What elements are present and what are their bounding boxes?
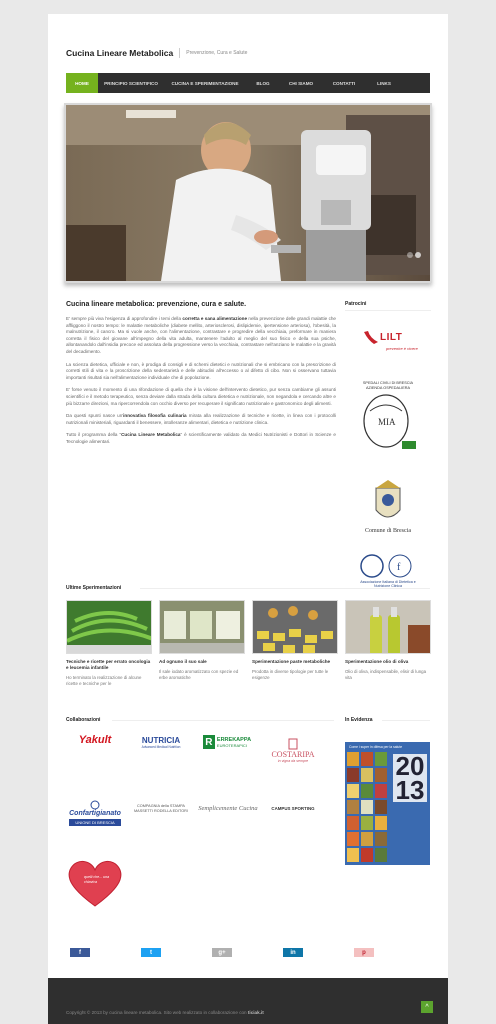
adi-logo[interactable]	[348, 548, 428, 592]
nav-contatti[interactable]: CONTATTI	[332, 80, 356, 86]
p1-text: E' sempre più viva l'esigenza di approfondire i temi della	[66, 316, 183, 321]
confart-emblem-icon	[88, 800, 102, 810]
semplice-text: Semplicemente Cucina	[198, 804, 258, 812]
experiment-title-4[interactable]: Sperimentazione olio di oliva	[345, 659, 409, 664]
confart-sub: UNIONE DI BRESCIA	[69, 819, 120, 826]
p5-bold: Cucina Lineare Metabolica	[121, 432, 181, 438]
nutricia-text: NUTRICIA	[141, 735, 181, 745]
evidenza-heading: In Evidenza	[345, 717, 373, 723]
campus-sporting-logo[interactable]	[262, 800, 324, 816]
p1-bold: corretta e sana alimentazione	[182, 316, 248, 321]
scroll-top-button[interactable]: ^	[421, 1001, 433, 1013]
sidebar-heading: Patrocini	[345, 301, 431, 311]
experiment-title-2[interactable]: Ad ognuno il suo sale	[159, 659, 207, 664]
heart-logo[interactable]	[64, 855, 126, 911]
errekappa-mark-icon: R	[203, 735, 215, 749]
costaripa-crest-icon	[287, 738, 299, 750]
google-plus-share-icon[interactable]: g+	[212, 948, 232, 957]
experiment-card-3[interactable]	[252, 600, 338, 681]
paragraph-2: La scienza dietetica, ufficiale e non, è prodiga di consigli e di schemi dietetici e nutrizionali che si embricano con la prescrizione di corretti stili di vita e la proscrizione della sedentarietà e delle abitudini all'eccesso o al difetto di cibo. Non si osservano tuttavia importanti risultati sia nell'alimentazione individuale che di popolazione.	[66, 361, 336, 380]
p4-text: Da questi spunti nasce un'	[66, 413, 124, 419]
experiment-image-3[interactable]	[252, 600, 338, 654]
compagnia-stampa-logo[interactable]	[130, 800, 192, 818]
experiment-image-4[interactable]	[345, 600, 431, 654]
comune-brescia-logo[interactable]	[348, 474, 428, 538]
svg-text:MIA: MIA	[378, 416, 396, 427]
stampa-text: COMPAGNIA della STAMPA MASSETTI RODELLA EDITORI	[134, 804, 188, 813]
pinterest-share-icon[interactable]: p	[354, 948, 374, 957]
site-title[interactable]: Cucina Lineare Metabolica	[66, 48, 174, 58]
linkedin-share-icon[interactable]: in	[283, 948, 303, 957]
paragraph-4	[66, 413, 336, 426]
campus-text: CAMPUS SPORTING	[271, 805, 315, 811]
experiment-image-1[interactable]	[66, 600, 152, 654]
nutricia-sub: Advanced Medical Nutrition	[141, 744, 181, 749]
nav-home[interactable]: HOME	[66, 73, 98, 93]
nutricia-logo[interactable]	[130, 733, 192, 751]
evidenza-year: 2013	[393, 754, 427, 802]
sidebar-patrocini	[345, 301, 431, 602]
lilt-logo[interactable]	[348, 321, 428, 359]
experiment-title-3[interactable]: Sperimentazione paste metaboliche	[252, 659, 331, 664]
svg-text:f: f	[397, 561, 401, 573]
experiment-card-4[interactable]	[345, 600, 431, 681]
errekappa-text: ERREKAPPA	[216, 736, 252, 743]
p5-text-end: " è scientificamente validato da Medici Nutrizionisti e Dottori in Scienze e Tecnologie alimentari.	[66, 432, 336, 444]
nav-principio[interactable]: PRINCIPIO SCIENTIFICO	[104, 80, 158, 86]
ospedali-text: SPEDALI CIVILI DI BRESCIA AZIENDA OSPEDALIERA	[362, 380, 414, 390]
paragraph-3: E' forse venuto il momento di una rifondazione di quella che è la visione dell'intervento dietetico, pur senza cambiarne gli assunti scientifici e il metodo terapeutico, senza deviare dalla strada della cultura dietetica e nutrizionale, non negandola e cercando altre e più bizzarre direzioni, ma ripercorrendola con occhio diverso per recuperare il significato nutrizionale e gastronomico degli alimenti.	[66, 387, 336, 406]
adi-text: Associazione Italiana di Dietetica e Nutrizione Clinica	[360, 579, 416, 588]
heart-text: quelli che... una chiavica	[84, 875, 110, 884]
nav-chi-siamo[interactable]: CHI SIAMO	[288, 80, 314, 86]
experiment-desc-2: Il sale iodato aromatizzato con spezie ed erbe aromatiche	[159, 669, 239, 680]
brescia-crest-icon	[370, 478, 406, 528]
evidenza-book-cover[interactable]	[345, 742, 430, 865]
header-separator	[179, 48, 180, 58]
main-nav	[66, 73, 430, 93]
p5-text: Tutto il programma della "	[66, 432, 122, 438]
twitter-share-icon[interactable]: t	[141, 948, 161, 957]
experiment-title-1[interactable]: Tecniche e ricette per errato oncologia e leucemia infantile	[66, 659, 151, 670]
footer-text: Copyright © 2013 by cucina lineare metabolica. Sito web realizzato in collaborazione con	[66, 1010, 248, 1015]
costaripa-text: COSTARIPA	[271, 749, 315, 759]
paragraph-1	[66, 316, 336, 356]
experiment-card-1[interactable]	[66, 600, 152, 687]
collab-heading: Collaborazioni	[66, 717, 101, 723]
costaripa-logo[interactable]	[262, 733, 324, 767]
semplicemente-cucina-logo[interactable]	[197, 797, 259, 819]
adi-emblem-icon	[358, 552, 418, 580]
experiment-desc-3: Prodotta in diverse tipologie per tutte le esigenze	[252, 669, 329, 680]
main-content	[66, 301, 336, 452]
costaripa-sub: in vigna da sempre	[277, 758, 309, 763]
ospedali-emblem-icon	[358, 391, 418, 453]
errekappa-logo[interactable]	[197, 733, 257, 751]
site-tagline: Prevenzione, Cura e Salute	[186, 50, 248, 56]
hero-image	[66, 105, 430, 281]
evidenza-cover-title: Come i super in difesa per la salute	[349, 745, 403, 749]
evidenza-divider	[382, 720, 430, 721]
nav-blog[interactable]: BLOG	[256, 80, 270, 86]
confart-text: Confartigianato	[69, 810, 121, 817]
lilt-mark-icon	[362, 330, 380, 346]
p4-text-end: mirata alla realizzazione di tecniche e ricette, in linea con i protocolli nutrizionali ministeriali, riguardanti il benessere, intolleranze alimentari, dietetica e nutrizione clinica.	[66, 413, 336, 425]
lilt-name: LILT	[380, 332, 403, 343]
footer-copyright	[66, 1010, 264, 1015]
experiment-image-2[interactable]	[159, 600, 245, 654]
p1-text-end: nella prevenzione delle grandi malattie che affliggono il nostro tempo: le malattie metaboliche (diabete mellito, arteriosclerosi, dislipidemie, ipertensione arteriosa), l'obesità, la malnutrizione, il cancro. Ma si vuole anche, con l'alimentazione, contrastare e progredire della vecchiaia, preformare in maniera corretta il fisico del giovane all'impegno della vita adulta, mantenere l'adulto al meglio del suo fisico e della sua psiche, allontanandolo dall'insidia precoce ed assoluta della progressione verso la vecchiaia, contrastare nell'anziano le malattie e la gravità del decadimento.	[66, 316, 336, 354]
experiments-divider	[140, 588, 430, 589]
collab-divider	[112, 720, 334, 721]
p4-bold: innovativa filosofia culinaria	[123, 413, 187, 419]
experiment-card-2[interactable]	[159, 600, 245, 681]
hero-slider[interactable]	[64, 103, 432, 283]
footer	[48, 978, 448, 1024]
lilt-tagline: prevenire è vivere	[386, 345, 418, 351]
footer-link[interactable]: ticiak.it	[247, 1010, 264, 1015]
nav-links[interactable]: LINKS	[377, 80, 391, 86]
experiments-heading: Ultime Sperimentazioni	[66, 585, 122, 591]
ospedali-logo[interactable]	[348, 369, 428, 464]
confartigianato-logo[interactable]	[64, 795, 126, 831]
site-header	[66, 46, 436, 60]
page-title: Cucina lineare metabolica: prevenzione, cura e salute.	[66, 301, 247, 308]
experiment-desc-4: Olio di oliva, indispensabile, elisir di lunga vita	[345, 669, 427, 680]
experiment-desc-1: Ho terminato la realizzazione di alcune ricette e tecniche per le	[66, 675, 142, 686]
yakult-logo[interactable]	[66, 731, 124, 749]
facebook-share-icon[interactable]: f	[70, 948, 90, 957]
paragraph-5	[66, 432, 336, 445]
yakult-text: Yakult	[78, 734, 112, 746]
nav-cucina[interactable]: CUCINA E SPERIMENTAZIONE	[171, 80, 239, 86]
brescia-text: Comune di Brescia	[365, 528, 411, 534]
errekappa-sub: EUROTERAPICI	[216, 742, 247, 748]
